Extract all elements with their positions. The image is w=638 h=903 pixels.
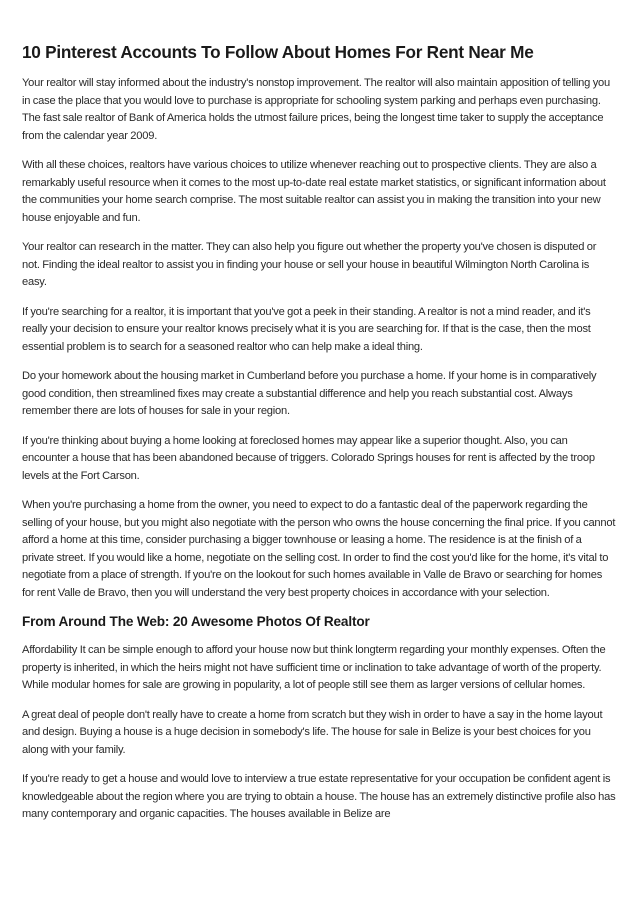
paragraph: With all these choices, realtors have various choices to utilize whenever reaching out to prospective clients. They are also a remarkably useful resource when it comes to the most up-to-date real estate market statistics, or significant information about the communities your home search comprise. The most suitable realtor can assist you in making the transition into your new house enjoyable and fun. (22, 159, 606, 224)
paragraph: A great deal of people don't really have to create a home from scratch but they wish in order to have a say in the home layout and design. Buying a house is a huge decision in somebody's life. The house for sale in Belize is your best choices for you along with your family. (22, 708, 603, 756)
paragraph: When you're purchasing a home from the owner, you need to expect to do a fantastic deal of the paperwork regarding the selling of your house, but you might also negotiate with the person who owns the house concerning the final price. If you cannot afford a home at this time, consider purchasing a bigger townhouse or leasing a home. The residence is at the finish of a private street. If you would like a home, negotiate on the selling cost. In order to find the cost you'd like for the home, it's vital to negotiate from a place of strength. If you're on the lookout for such homes available in Valle de Bravo or searching for homes for rent Valle de Bravo, then you will understand the very best property choices in accordance with your selection. (22, 499, 616, 599)
section-heading: From Around The Web: 20 Awesome Photos Of Realtor (22, 614, 370, 629)
paragraph: If you're thinking about buying a home looking at foreclosed homes may appear like a superior thought. Also, you can encounter a house that has been abandoned because of triggers. Colorado Springs houses for rent is affected by the troop levels at the Fort Carson. (22, 434, 595, 482)
paragraph: Your realtor can research in the matter. They can also help you figure out whether the property you've chosen is disputed or not. Finding the ideal realtor to assist you in finding your house or sell your house in beautiful Wilmington North Carolina is easy. (22, 241, 597, 288)
page-title: 10 Pinterest Accounts To Follow About Homes For Rent Near Me (22, 42, 534, 62)
paragraph: Do your homework about the housing market in Cumberland before you purchase a home. If your home is in comparatively good condition, then streamlined fixes may create a substantial difference and help you reach substantial cost. Always remember there are lots of houses for sale in your region. (22, 370, 597, 417)
paragraph: If you're ready to get a house and would love to interview a true estate representative for your occupation be confident agent is knowledgeable about the region where you are trying to obtain a house. The house has an extremely distinctive profile also has many contemporary and organic capacities. The houses available in Belize are (22, 773, 616, 820)
paragraph: If you're searching for a realtor, it is important that you've got a peek in their standing. A realtor is not a mind reader, and it's really your decision to ensure your realtor knows precisely what it is you are searching for. If that is the case, then the most essential problem is to search for a seasoned realtor who can help make a ideal thing. (22, 305, 591, 353)
paragraph: Affordability It can be simple enough to afford your house now but think longterm regarding your monthly expenses. Often the property is inherited, in which the heirs might not have sufficient time or inclination to take advantage of worth of the property. While modular homes for sale are growing in popularity, a lot of people still see them as larger versions of cellular homes. (22, 644, 606, 691)
paragraph: Your realtor will stay informed about the industry's nonstop improvement. The realtor will also maintain apposition of telling you in case the place that you would love to purchase is appropriate for schooling system parking and perhaps even purchasing. The fast sale realtor of Bank of America holds the utmost failure prices, being the longest time taker to supply the acceptance from the calendar year 2009. (22, 77, 610, 142)
